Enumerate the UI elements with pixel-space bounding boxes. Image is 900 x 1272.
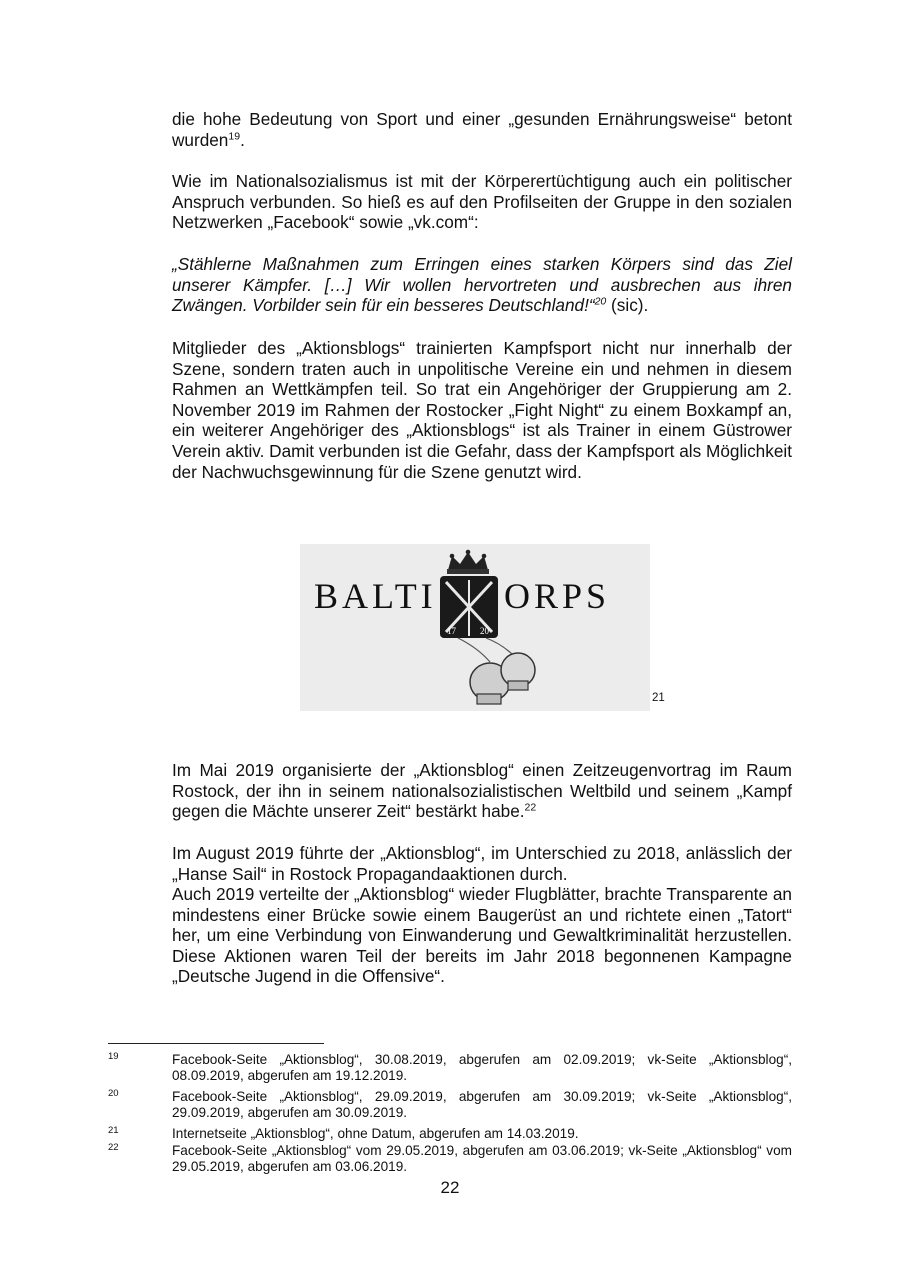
paragraph-1 (172, 109, 792, 150)
logo-text-left: BALTI (314, 576, 437, 616)
logo-text-right: ORPS (504, 576, 611, 616)
footnote-text: Facebook-Seite „Aktionsblog“ vom 29.05.2019, abgerufen am 03.06.2019; vk-Seite „Aktionsblog“ vom 29.05.2019, abgerufen am 03.06.2019. (172, 1143, 792, 1174)
paragraph-3: Mitglieder des „Aktionsblogs“ trainierten Kampfsport nicht nur innerhalb der Szene, sondern traten auch in unpolitische Vereine ein und nehmen in diesem Rahmen an Wettkämpfen teil. So trat ein Angehöriger der Gruppierung am 2. November 2019 im Rahmen der Rostocker „Fight Night“ zu einem Boxkampf an, ein weiterer Angehöriger des „Aktionsblogs“ ist als Trainer in einem Güstrower Verein aktiv. Damit verbunden ist die Gefahr, dass der Kampfsport als Möglichkeit der Nachwuchsgewinnung für die Szene genutzt wird. (172, 338, 792, 482)
footnote-19 (108, 1052, 792, 1084)
figure-source-ref: 21 (652, 692, 665, 704)
footnote-ref-19: 19 (228, 129, 241, 142)
paragraph-6: Auch 2019 verteilte der „Aktionsblog“ wieder Flugblätter, brachte Transparente an mindestens einer Brücke sowie einem Baugerüst an und richtete einen „Tatort“ her, um eine Verbindung von Einwanderung und Gewaltkriminalität herzustellen. Diese Aktionen waren Teil der bereits im Jahr 2018 begonnenen Kampagne „Deutsche Jugend in die Offensive“. (172, 884, 792, 987)
crown-icon (447, 550, 489, 574)
footnote-20 (108, 1089, 792, 1121)
boxing-gloves-icon (458, 638, 535, 704)
footnote-number: 21 (108, 1125, 119, 1136)
quote-paragraph (172, 254, 792, 316)
seal-year-left: 17 (447, 626, 456, 636)
paragraph-1-end: . (240, 129, 245, 150)
footnote-number: 22 (108, 1142, 119, 1153)
paragraph-4-text: Im Mai 2019 organisierte der „Aktionsblog“ einen Zeitzeugenvortrag im Raum Rostock, der ihn in seinem nationalsozialistischen Weltbild und seinem „Kampf gegen die Mächte unserer Zeit“ bestärkt habe. (172, 760, 792, 822)
footnote-text: Internetseite „Aktionsblog“, ohne Datum, abgerufen am 14.03.2019. (172, 1126, 579, 1141)
footnote-number: 20 (108, 1088, 119, 1099)
footnote-text: Facebook-Seite „Aktionsblog“, 30.08.2019, abgerufen am 02.09.2019; vk-Seite „Aktionsblog“, 08.09.2019, abgerufen am 19.12.2019. (172, 1052, 792, 1083)
paragraph-2: Wie im Nationalsozialismus ist mit der Körperertüchtigung auch ein politischer Anspruch verbunden. So hieß es auf den Profilseiten der Gruppe in den sozialen Netzwerken „Facebook“ sowie „vk.com“: (172, 171, 792, 233)
footnote-ref-20: 20 (594, 295, 607, 308)
page-number: 22 (440, 1178, 460, 1197)
paragraph-5: Im August 2019 führte der „Aktionsblog“, im Unterschied zu 2018, anlässlich der „Hanse Sail“ in Rostock Propagandaaktionen durch. (172, 843, 792, 884)
footnote-22 (108, 1143, 792, 1175)
footnote-21 (108, 1126, 792, 1142)
paragraph-4 (172, 760, 792, 822)
footnote-number: 19 (108, 1051, 119, 1062)
footnote-text: Facebook-Seite „Aktionsblog“, 29.09.2019, abgerufen am 30.09.2019; vk-Seite „Aktionsblog“, 29.09.2019, abgerufen am 30.09.2019. (172, 1089, 792, 1120)
paragraph-1-text: die hohe Bedeutung von Sport und einer „gesunden Ernährungsweise“ betont wurden (172, 109, 792, 150)
seal-emblem-icon (440, 576, 498, 638)
seal-year-right: 20 (480, 626, 489, 636)
quote-text: „Stählerne Maßnahmen zum Erringen eines starken Körpers sind das Ziel unserer Kämpfer. […] Wir wollen hervortreten und ausbrechen aus ihren Zwängen. Vorbilder sein für ein besseres Deutschland!“ (172, 254, 792, 316)
quote-tail: (sic). (606, 295, 649, 316)
baltikorps-logo-image (300, 544, 650, 711)
footnote-ref-22: 22 (524, 801, 537, 814)
footnote-separator (108, 1043, 324, 1044)
